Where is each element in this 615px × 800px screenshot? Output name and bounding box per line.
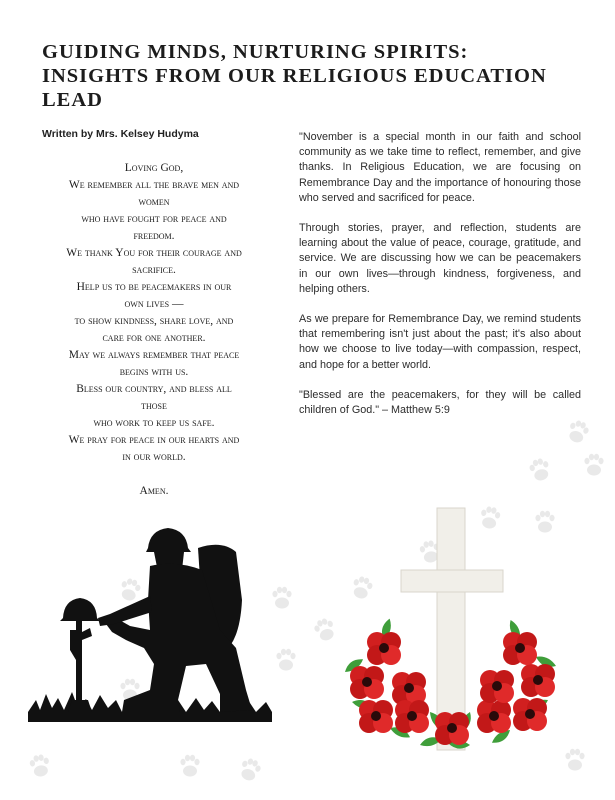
prayer-line: own lives — (124, 298, 184, 310)
prayer-line: to show kindness, share love, and (74, 315, 234, 327)
prayer-amen: Amen. (139, 485, 169, 497)
poppy-flower-icon (513, 698, 547, 731)
poppy-flower-icon (521, 664, 555, 697)
poppy-flower-icon (477, 700, 511, 733)
poppy-flower-icon (480, 670, 514, 703)
prayer-line: women (138, 196, 170, 208)
prayer-line: Bless our country, and bless all (76, 383, 232, 395)
poppy-flower-icon (503, 632, 537, 665)
prayer-line: We remember all the brave men and (68, 179, 240, 191)
title-line: INSIGHTS FROM OUR RELIGIOUS EDUCATION (42, 65, 547, 87)
poppy-flower-icon (359, 700, 393, 733)
prayer-line: care for one another. (102, 332, 206, 344)
article-paragraph: "November is a special month in our faith and school community as we take time to reflect, remember, and give thanks. In Religious Education, we are focusing on Remembrance Day and the importance of honouring those who served and sacrificed for peace. (299, 131, 581, 204)
prayer-line: who work to keep us safe. (93, 417, 215, 429)
author-byline: Written by Mrs. Kelsey Hudyma (42, 128, 199, 140)
poppy-flower-icon (435, 712, 469, 745)
prayer-line: begins with us. (119, 366, 189, 378)
prayer-line: May we always remember that peace (68, 349, 240, 361)
poppy-flower-icon (350, 666, 384, 699)
article-paragraph: Through stories, prayer, and reflection, students are learning about the value of peace, courage, gratitude, and service. We are discussing how we can be peacemakers in our own lives—through kindness, forgiveness, and helping others. (299, 222, 581, 295)
prayer-line: Help us to be peacemakers in our (76, 281, 232, 293)
prayer-line: who have fought for peace and (81, 213, 227, 225)
poppy-flower-icon (392, 672, 426, 705)
article-quote: "Blessed are the peacemakers, for they will be called children of God." – Matthew 5:9 (299, 388, 581, 417)
prayer-line: those (141, 400, 167, 412)
prayer-line: sacrifice. (132, 264, 176, 276)
prayer-line: freedom. (133, 230, 175, 242)
title-line: LEAD (42, 89, 103, 111)
poppy-flower-icon (367, 632, 401, 665)
title-line: GUIDING MINDS, NURTURING SPIRITS: (42, 41, 469, 63)
prayer-line: We pray for peace in our hearts and (68, 434, 240, 446)
prayer-line: Loving God, (124, 162, 184, 174)
prayer-line: We thank You for their courage and (66, 247, 242, 259)
poppy-flower-icon (395, 700, 429, 733)
article-paragraph: As we prepare for Remembrance Day, we remind students that remembering isn't just about the past; it's also about how we choose to live today—with compassion, respect, and hope for a better world. (299, 313, 581, 371)
prayer-line: in our world. (122, 451, 186, 463)
